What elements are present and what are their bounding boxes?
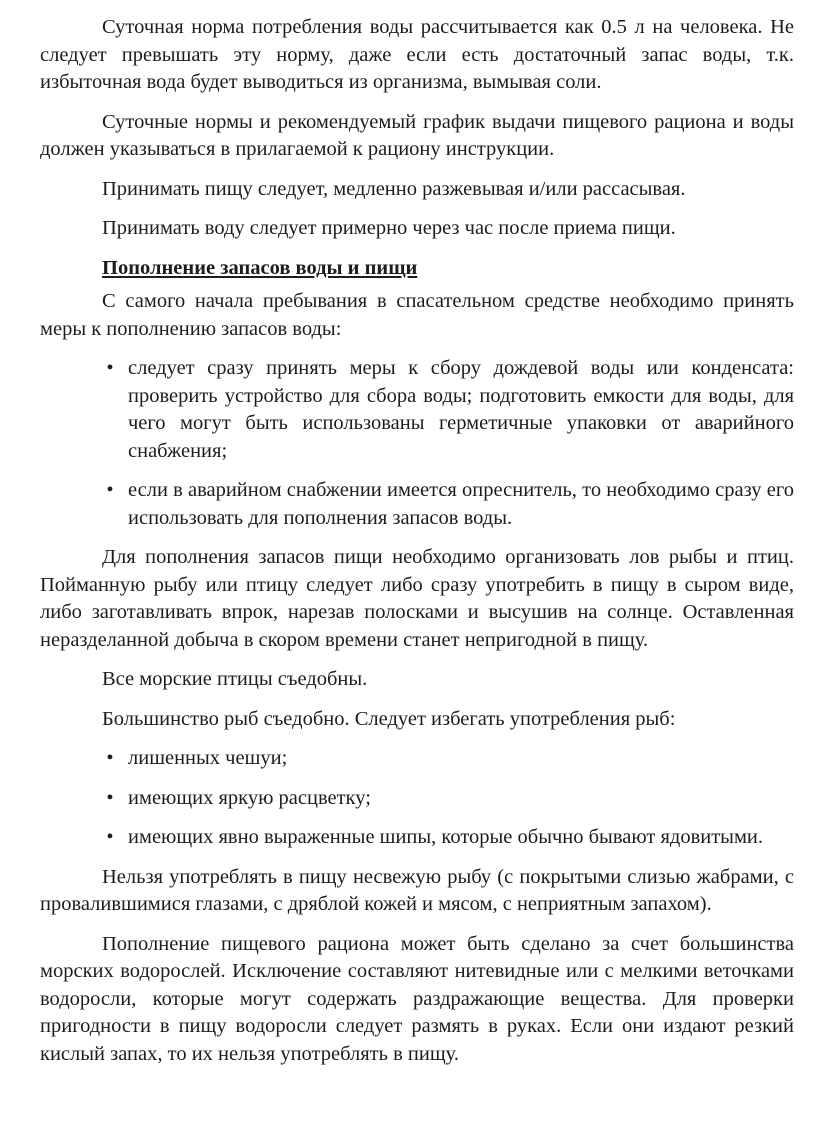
paragraph-fishing: Для пополнения запасов пищи необходимо организовать лов рыбы и птиц. Пойманную рыбу или птицу следует либо сразу употребить в пищу в сыром виде, либо заготавливать впрок, нарезав полосками и высушив на солнце. Оставленная неразделанной добыча в скором времени станет непригодной в пищу. <box>40 546 794 651</box>
list-item <box>40 477 794 532</box>
section-heading: Пополнение запасов воды и пищи <box>102 256 418 279</box>
list-item <box>40 745 794 773</box>
bullet-icon: • <box>106 747 114 769</box>
bullet-icon: • <box>106 786 114 809</box>
paragraph-water-intro: С самого начала пребывания в спасательном средстве необходимо принять меры к пополнению запасов воды: <box>40 290 794 340</box>
list-item <box>40 824 794 852</box>
paragraph-water-norm: Суточная норма потребления воды рассчитывается как 0.5 л на человека. Не следует превышать эту норму, даже если есть достаточный запас воды, т.к. избыточная вода будет выводиться из организма, вымывая соли. <box>40 16 794 93</box>
list-item-text: имеющих явно выраженные шипы, которые обычно бывают ядовитыми. <box>128 826 764 848</box>
list-item <box>40 355 794 465</box>
paragraph-fish-avoid: Большинство рыб съедобно. Следует избегать употребления рыб: <box>102 707 676 730</box>
list-item-text: лишенных чешуи; <box>128 747 288 769</box>
bullet-icon: • <box>106 357 114 379</box>
bullet-icon: • <box>106 826 114 848</box>
list-item-text: имеющих яркую расцветку; <box>128 786 371 809</box>
paragraph-seaweed: Пополнение пищевого рациона может быть сделано за счет большинства морских водорослей. Исключение составляют нитевидные или с мелкими веточками водоросли, которые могут содержать раздражающие вещества. Для проверки пригодности в пищу водоросли следует размять в руках. Если они издают резкий кислый запах, то их нельзя употреблять в пищу. <box>40 932 794 1065</box>
list-item-text: если в аварийном снабжении имеется опреснитель, то необходимо сразу его использовать для пополнения запасов воды. <box>128 479 794 529</box>
paragraph-stale-fish: Нельзя употреблять в пищу несвежую рыбу (с покрытыми слизью жабрами, с провалившимися глазами, с дряблой кожей и мясом, с неприятным запахом). <box>40 865 794 915</box>
list-item-text: следует сразу принять меры к сбору дождевой воды или конденсата: проверить устройство для сбора воды; подготовить емкости для воды, для чего могут быть использованы герметичные упаковки от аварийного снабжения; <box>128 357 794 462</box>
water-bullet-list <box>40 355 794 532</box>
list-item <box>40 785 794 813</box>
paragraph-drinking-instruction: Принимать воду следует примерно через час после приема пищи. <box>102 217 676 239</box>
bullet-icon: • <box>106 479 114 501</box>
paragraph-ration-schedule: Суточные нормы и рекомендуемый график выдачи пищевого рациона и воды должен указываться в прилагаемой к рациону инструкции. <box>40 110 794 160</box>
fish-bullet-list <box>40 745 794 852</box>
paragraph-eating-instruction: Принимать пищу следует, медленно разжевывая и/или рассасывая. <box>102 177 686 200</box>
paragraph-seabirds: Все морские птицы съедобны. <box>102 668 368 690</box>
